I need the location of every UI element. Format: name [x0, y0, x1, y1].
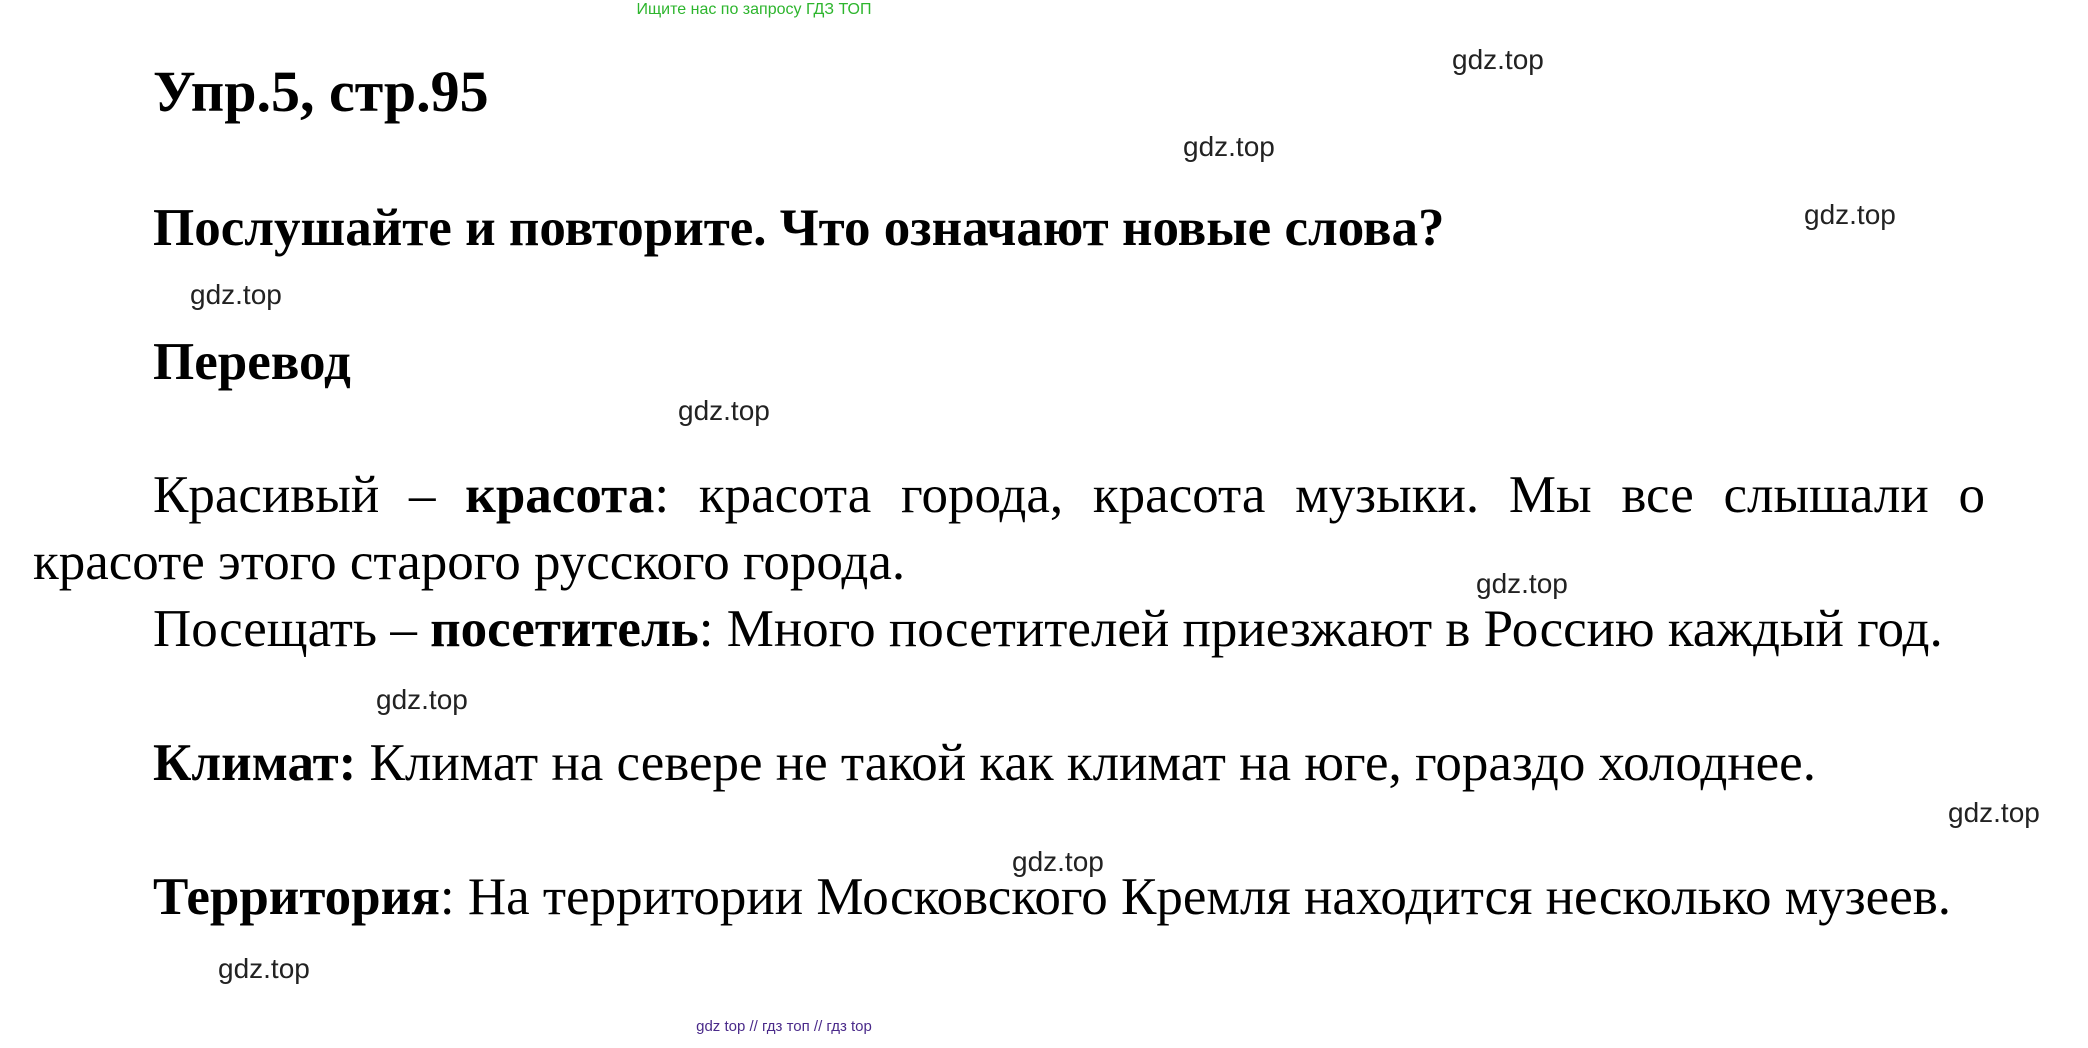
paragraph-term: Климат: — [153, 734, 357, 792]
paragraph-body: : Много посетителей приезжают в Россию каждый год. — [698, 600, 1943, 658]
watermark: gdz.top — [1476, 568, 1568, 599]
top-search-banner: Ищите нас по запросу ГДЗ ТОП — [636, 1, 872, 18]
watermark: gdz.top — [1183, 131, 1275, 162]
paragraph-lead: Посещать – — [153, 600, 431, 658]
watermark: gdz.top — [678, 395, 770, 426]
paragraph-body: : красота города, красота музыки. Мы все слышали о красоте этого старого русского города. — [33, 466, 1985, 591]
translation-heading: Перевод — [153, 333, 351, 391]
paragraph-posetitel — [33, 596, 1985, 663]
paragraph-body: Климат на севере не такой как климат на юге, гораздо холоднее. — [356, 734, 1816, 792]
footer-links[interactable]: gdz top // гдз топ // гдз top — [696, 1018, 872, 1035]
exercise-title: Упр.5, стр.95 — [153, 59, 489, 124]
watermark: gdz.top — [1012, 846, 1104, 877]
paragraph-term: Территория — [153, 868, 440, 926]
watermark: gdz.top — [190, 279, 282, 310]
watermark: gdz.top — [1804, 199, 1896, 230]
watermark: gdz.top — [1948, 797, 2040, 828]
paragraph-term: красота — [465, 466, 655, 524]
paragraph-klimat — [33, 730, 1985, 797]
watermark: gdz.top — [218, 953, 310, 984]
task-heading: Послушайте и повторите. Что означают новые слова? — [153, 199, 1445, 257]
paragraph-territoriya — [33, 864, 1985, 931]
paragraph-term: посетитель — [430, 600, 699, 658]
watermark: gdz.top — [1452, 44, 1544, 75]
watermark: gdz.top — [376, 684, 468, 715]
paragraph-krasota — [33, 462, 1985, 596]
paragraph-body: : На территории Московского Кремля находится несколько музеев. — [439, 868, 1951, 926]
paragraph-lead: Красивый – — [153, 466, 466, 524]
